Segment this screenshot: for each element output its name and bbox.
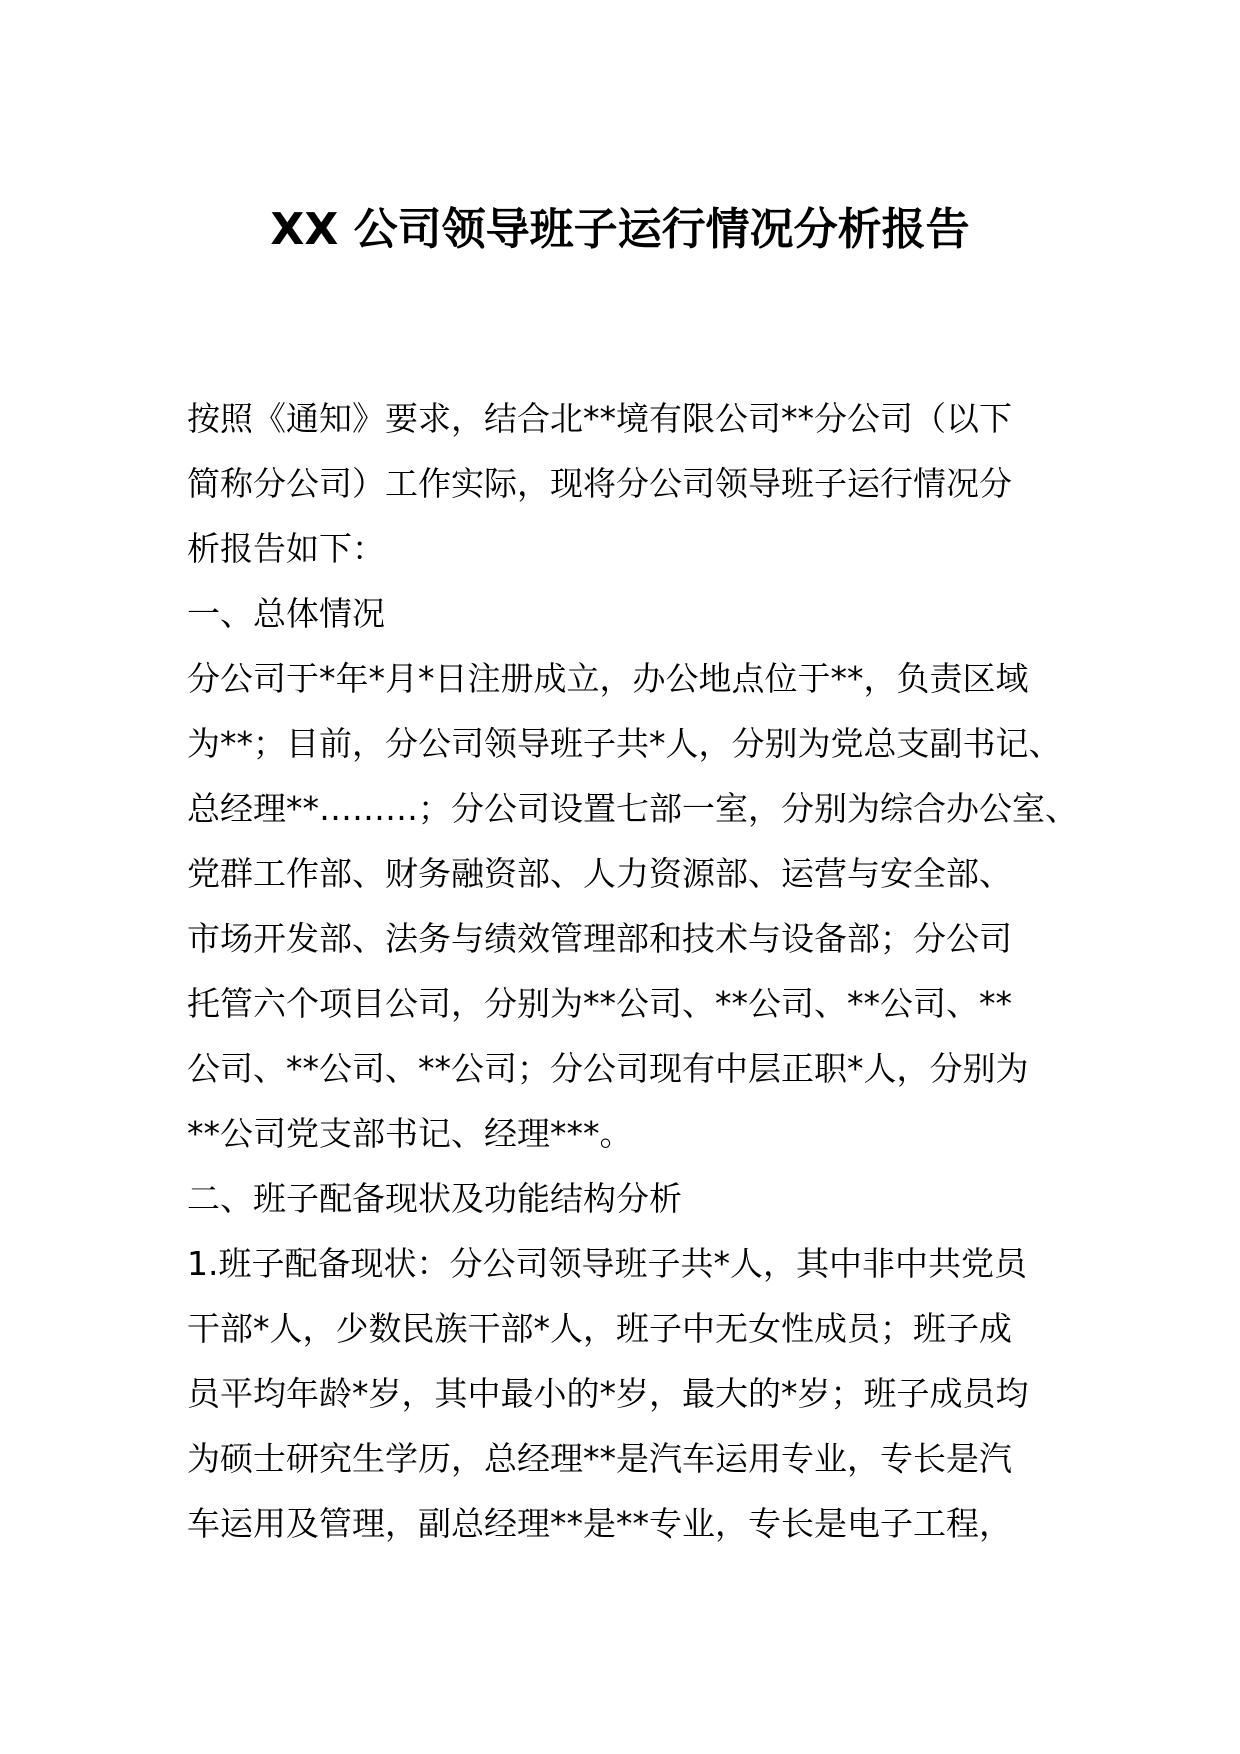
body-line-5: 分公司于*年*月*日注册成立，办公地点位于**，负责区域	[187, 659, 1029, 698]
body-line-2: 简称分公司）工作实际，现将分公司领导班子运行情况分	[187, 464, 1012, 503]
document-body	[187, 386, 1078, 1556]
body-line-6: 为**；目前，分公司领导班子共*人，分别为党总支副书记、	[187, 724, 1062, 763]
body-line-11: 公司、**公司、**公司；分公司现有中层正职*人，分别为	[187, 1049, 1029, 1088]
body-line-16: 员平均年龄*岁，其中最小的*岁，最大的*岁；班子成员均	[187, 1374, 1029, 1413]
body-line-3: 析报告如下：	[187, 529, 385, 568]
body-line-1: 按照《通知》要求，结合北**境有限公司**分公司（以下	[187, 399, 1012, 438]
body-line-14: 1.班子配备现状：分公司领导班子共*人，其中非中共党员	[187, 1244, 1027, 1283]
section-heading-1: 一、总体情况	[187, 594, 385, 633]
body-line-17: 为硕士研究生学历，总经理**是汽车运用专业，专长是汽	[187, 1439, 1012, 1478]
body-line-15: 干部*人，少数民族干部*人，班子中无女性成员；班子成	[187, 1309, 1012, 1348]
body-line-12: **公司党支部书记、经理***。	[187, 1114, 633, 1153]
document-title: XX 公司领导班子运行情况分析报告	[270, 204, 970, 255]
body-line-8: 党群工作部、财务融资部、人力资源部、运营与安全部、	[187, 854, 1012, 893]
body-line-7: 总经理**………；分公司设置七部一室，分别为综合办公室、	[187, 789, 1078, 828]
body-line-18: 车运用及管理，副总经理**是**专业，专长是电子工程，	[187, 1504, 1012, 1543]
section-heading-2: 二、班子配备现状及功能结构分析	[187, 1179, 682, 1218]
body-line-10: 托管六个项目公司，分别为**公司、**公司、**公司、**	[187, 984, 1012, 1023]
body-line-9: 市场开发部、法务与绩效管理部和技术与设备部；分公司	[187, 919, 1012, 958]
